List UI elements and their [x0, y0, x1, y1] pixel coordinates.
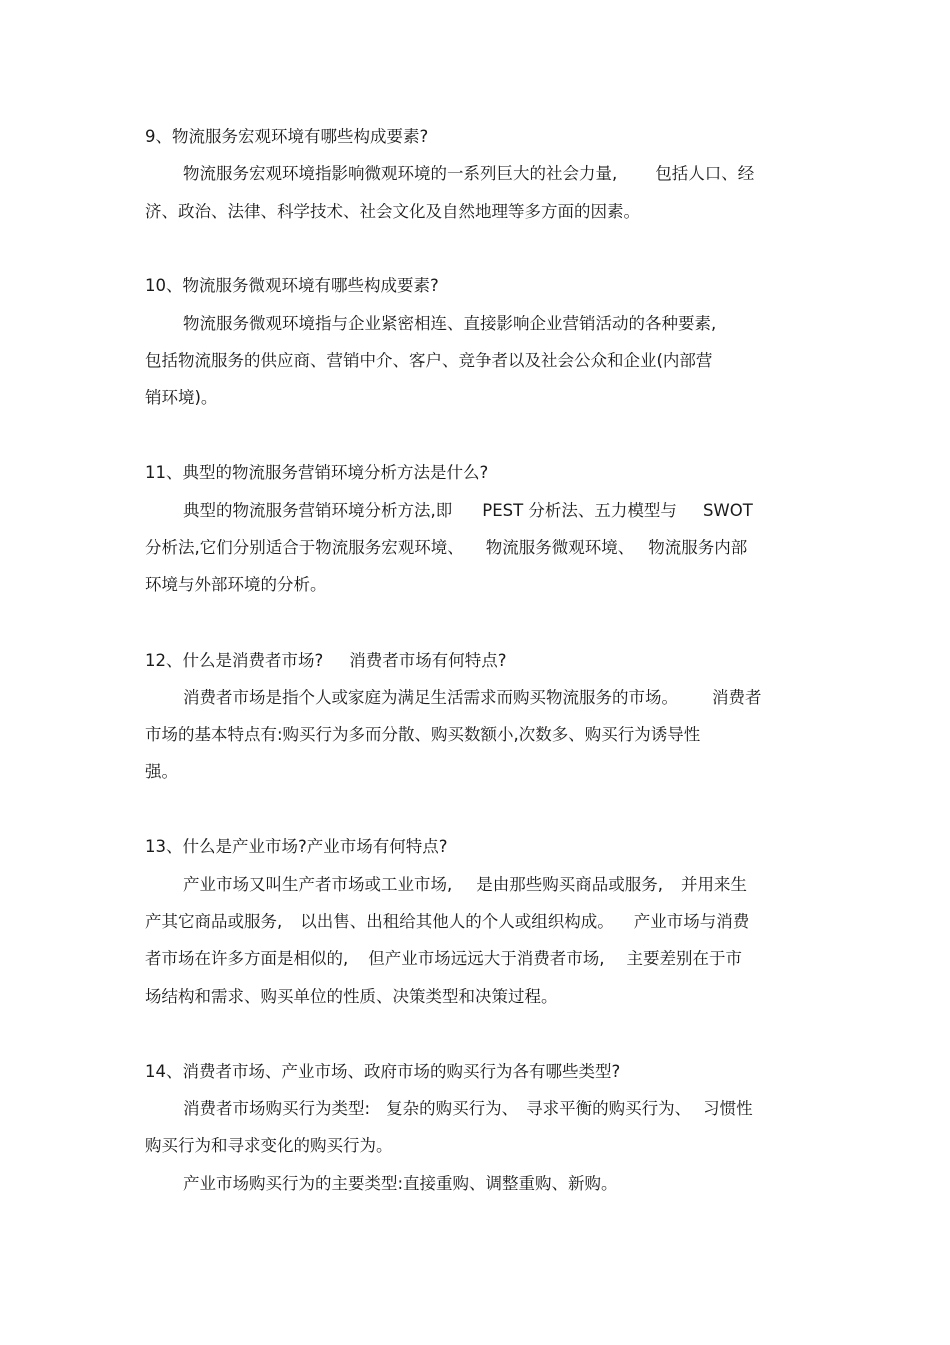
answer-12-line-3: 强。	[145, 762, 178, 781]
question-13: 13、什么是产业市场?产业市场有何特点?	[145, 837, 448, 856]
answer-13-line-2: 产其它商品或服务, 以出售、出租给其他人的个人或组织构成。 产业市场与消费	[145, 912, 750, 931]
question-10: 10、物流服务微观环境有哪些构成要素?	[145, 276, 439, 295]
answer-9-line-2: 济、政治、法律、科学技术、社会文化及自然地理等多方面的因素。	[145, 202, 640, 221]
answer-13-line-4: 场结构和需求、购买单位的性质、决策类型和决策过程。	[145, 987, 558, 1006]
question-14: 14、消费者市场、产业市场、政府市场的购买行为各有哪些类型?	[145, 1062, 621, 1081]
answer-14-line-3: 产业市场购买行为的主要类型:直接重购、调整重购、新购。	[183, 1174, 618, 1193]
answer-11-line-2: 分析法,它们分别适合于物流服务宏观环境、 物流服务微观环境、 物流服务内部	[145, 538, 748, 557]
answer-14-line-2: 购买行为和寻求变化的购买行为。	[145, 1136, 393, 1155]
answer-10-line-2: 包括物流服务的供应商、营销中介、客户、竞争者以及社会公众和企业(内部营	[145, 351, 713, 370]
answer-11-line-3: 环境与外部环境的分析。	[145, 575, 327, 594]
answer-11-line-1: 典型的物流服务营销环境分析方法,即 PEST 分析法、五力模型与 SWOT	[183, 501, 753, 520]
answer-14-line-1: 消费者市场购买行为类型: 复杂的购买行为、 寻求平衡的购买行为、 习惯性	[183, 1099, 753, 1118]
answer-10-line-3: 销环境)。	[145, 388, 218, 407]
question-12: 12、什么是消费者市场? 消费者市场有何特点?	[145, 651, 507, 670]
question-11: 11、典型的物流服务营销环境分析方法是什么?	[145, 463, 489, 482]
answer-13-line-3: 者市场在许多方面是相似的, 但产业市场远远大于消费者市场, 主要差别在于市	[145, 949, 742, 968]
answer-10-line-1: 物流服务微观环境指与企业紧密相连、直接影响企业营销活动的各种要素,	[183, 314, 717, 333]
answer-12-line-2: 市场的基本特点有:购买行为多而分散、购买数额小,次数多、购买行为诱导性	[145, 725, 701, 744]
answer-12-line-1: 消费者市场是指个人或家庭为满足生活需求而购买物流服务的市场。 消费者	[183, 688, 762, 707]
answer-9-line-1: 物流服务宏观环境指影响微观环境的一系列巨大的社会力量, 包括人口、经	[183, 164, 755, 183]
question-9: 9、物流服务宏观环境有哪些构成要素?	[145, 127, 429, 146]
answer-13-line-1: 产业市场又叫生产者市场或工业市场, 是由那些购买商品或服务, 并用来生	[183, 875, 747, 894]
